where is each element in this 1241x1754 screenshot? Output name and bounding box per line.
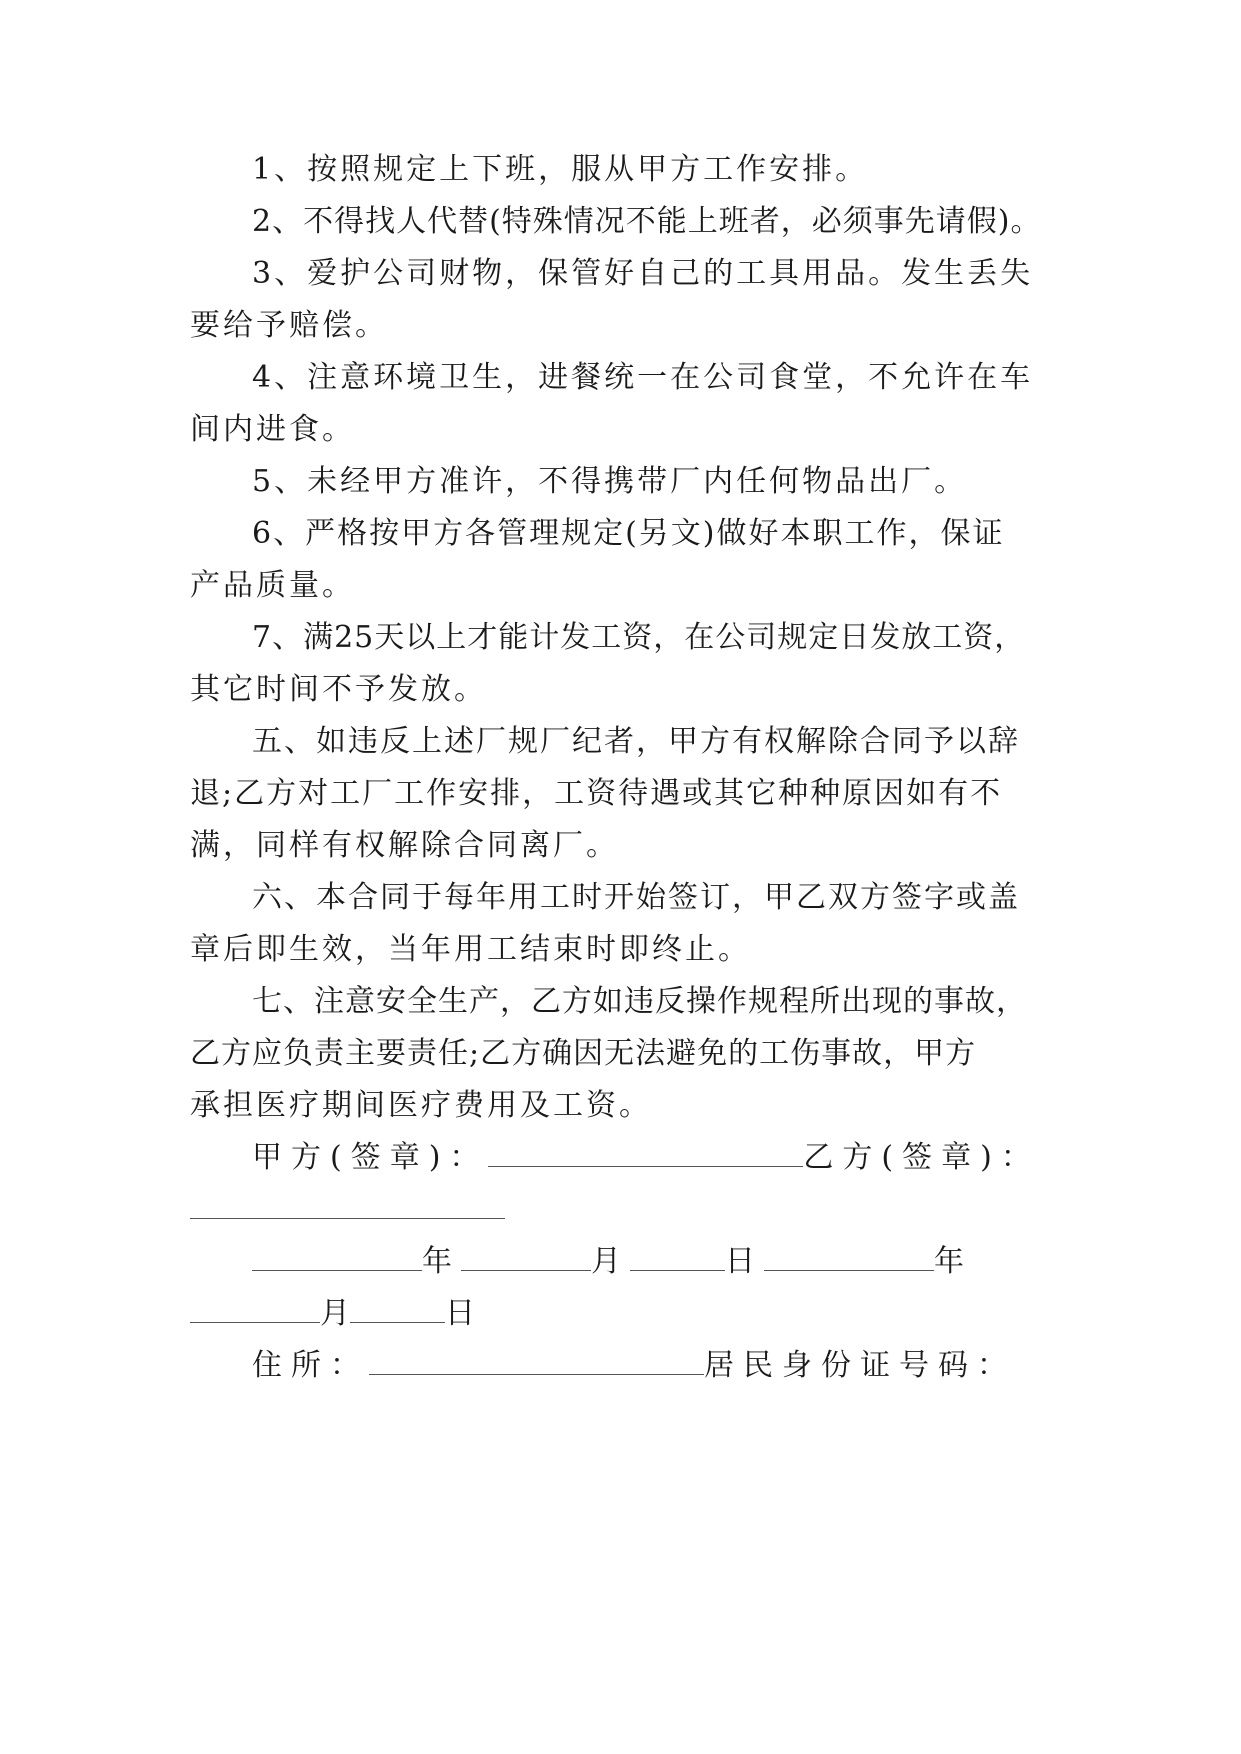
clause-3-line-2: 要给予赔偿。 bbox=[190, 308, 388, 343]
address-label: 住所： bbox=[252, 1348, 369, 1383]
clause-5-line-1: 5、未经甲方准许，不得携带厂内任何物品出厂。 bbox=[252, 464, 968, 499]
clause-6-line-1: 6、严格按甲方各管理规定(另文)做好本职工作，保证 bbox=[252, 516, 1005, 551]
party-b-month-label: 月 bbox=[320, 1296, 350, 1331]
party-b-day-blank bbox=[350, 1294, 445, 1323]
address-blank bbox=[369, 1346, 704, 1375]
date-row-2 bbox=[190, 1294, 1060, 1334]
id-number-label: 居民身份证号码： bbox=[704, 1348, 1016, 1383]
party-a-day-blank bbox=[630, 1242, 725, 1271]
party-a-month-label: 月 bbox=[591, 1244, 630, 1279]
party-b-month-blank bbox=[190, 1294, 320, 1323]
party-b-year-label: 年 bbox=[934, 1244, 973, 1279]
signature-row bbox=[252, 1138, 1060, 1178]
section-5-line-3: 满，同样有权解除合同离厂。 bbox=[190, 828, 619, 863]
party-a-day-label: 日 bbox=[725, 1244, 764, 1279]
party-a-signature-label: 甲方(签章)： bbox=[252, 1140, 489, 1175]
clause-4-line-2: 间内进食。 bbox=[190, 412, 355, 447]
clause-7-line-2: 其它时间不予发放。 bbox=[190, 672, 487, 707]
section-5-line-1: 五、如违反上述厂规厂纪者，甲方有权解除合同予以辞 bbox=[252, 724, 1020, 759]
clause-3-line-1: 3、爱护公司财物，保管好自己的工具用品。发生丢失 bbox=[252, 256, 1034, 291]
party-a-year-label: 年 bbox=[422, 1244, 461, 1279]
party-b-signature-line bbox=[190, 1190, 1060, 1230]
party-a-month-blank bbox=[461, 1242, 591, 1271]
section-6-line-1: 六、本合同于每年用工时开始签订，甲乙双方签字或盖 bbox=[252, 880, 1020, 915]
party-a-year-blank bbox=[252, 1242, 422, 1271]
clause-2-line-1: 2、不得找人代替(特殊情况不能上班者，必须事先请假)。 bbox=[252, 204, 1042, 239]
clause-7-line-1: 7、满25天以上才能计发工资，在公司规定日发放工资， bbox=[252, 620, 1026, 655]
section-7-line-1: 七、注意安全生产，乙方如违反操作规程所出现的事故， bbox=[252, 984, 1027, 1019]
clause-6-line-2: 产品质量。 bbox=[190, 568, 355, 603]
clause-4-line-1: 4、注意环境卫生，进餐统一在公司食堂，不允许在车 bbox=[252, 360, 1034, 395]
party-b-signature-blank bbox=[190, 1190, 505, 1219]
party-a-signature-blank bbox=[488, 1138, 803, 1167]
date-row bbox=[252, 1242, 1060, 1282]
section-5-line-2: 退;乙方对工厂工作安排，工资待遇或其它种种原因如有不 bbox=[190, 776, 1003, 811]
party-b-day-label: 日 bbox=[445, 1296, 475, 1331]
section-7-line-2: 乙方应负责主要责任;乙方确因无法避免的工伤事故，甲方 bbox=[190, 1036, 977, 1071]
section-6-line-2: 章后即生效，当年用工结束时即终止。 bbox=[190, 932, 751, 967]
clause-1-line-1: 1、按照规定上下班，服从甲方工作安排。 bbox=[252, 152, 869, 187]
party-b-year-blank bbox=[764, 1242, 934, 1271]
address-row bbox=[252, 1346, 1060, 1386]
party-b-signature-label: 乙方(签章)： bbox=[803, 1140, 1040, 1175]
section-7-line-3: 承担医疗期间医疗费用及工资。 bbox=[190, 1088, 652, 1123]
